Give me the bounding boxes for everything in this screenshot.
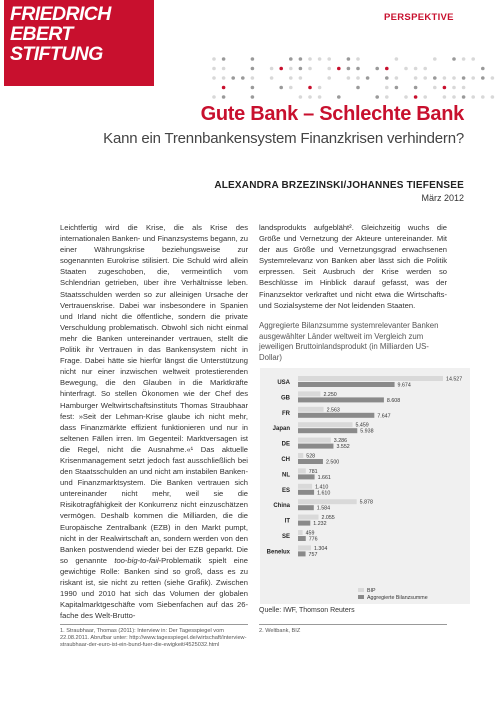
decorative-dot — [385, 95, 389, 99]
bip-bar — [298, 453, 303, 458]
bip-bar — [298, 530, 303, 535]
decorative-dot — [423, 76, 427, 80]
decorative-dot — [289, 86, 293, 90]
decorative-dot — [337, 67, 341, 71]
decorative-dot — [452, 95, 456, 99]
decorative-dot — [471, 76, 475, 80]
bilanz-bar — [298, 459, 323, 464]
bilanz-value-label: 3.552 — [336, 444, 350, 451]
series-label: PERSPEKTIVE — [384, 12, 454, 23]
decorative-dot — [251, 57, 255, 61]
decorative-dot — [222, 67, 226, 71]
bip-value-label: 781 — [308, 468, 318, 475]
decorative-dot — [222, 95, 226, 99]
category-label: FR — [282, 410, 290, 417]
logo-line-1: FRIEDRICH — [10, 3, 111, 25]
category-label: IT — [284, 518, 290, 525]
decorative-dot — [222, 86, 226, 90]
decorative-dot — [443, 86, 447, 90]
legend-label-bip: BIP — [367, 588, 376, 594]
decorative-dot — [270, 76, 274, 80]
chart-caption: Aggregierte Bilanzsumme systemrelevanter Banken ausgewählter Länder weltweit im Vergleich zum jeweiligen Bruttoinlandsprodukt (in Milliarden US-Dollar) — [259, 321, 439, 363]
decorative-dot — [414, 67, 418, 71]
decorative-dot — [462, 76, 466, 80]
category-label: SE — [281, 534, 290, 540]
decorative-dot — [289, 76, 293, 80]
decorative-dot — [327, 76, 331, 80]
decorative-dot — [251, 95, 255, 99]
decorative-dot — [385, 86, 389, 90]
category-label: Japan — [272, 426, 290, 433]
decorative-dot — [462, 86, 466, 90]
decorative-dot — [337, 95, 341, 99]
decorative-dot — [366, 76, 370, 80]
bilanz-bar — [298, 490, 314, 495]
decorative-dot — [212, 76, 216, 80]
decorative-dot — [327, 57, 331, 61]
decorative-dot — [375, 67, 379, 71]
decorative-dot — [414, 95, 418, 99]
decorative-dot — [299, 95, 303, 99]
decorative-dot — [308, 86, 312, 90]
bip-value-label: 2.055 — [321, 515, 335, 522]
publication-date: März 2012 — [421, 193, 464, 203]
bilanz-bar — [298, 536, 306, 541]
bip-value-label: 3.286 — [333, 438, 348, 445]
fes-logo — [4, 0, 154, 86]
decorative-dot — [491, 95, 495, 99]
bip-bar — [298, 515, 319, 520]
decorative-dot — [231, 76, 235, 80]
footnote-2: 2. Weltbank, BIZ — [259, 628, 301, 634]
bilanz-bar — [298, 444, 333, 449]
bip-bar — [298, 438, 331, 443]
decorative-dot — [279, 86, 283, 90]
decorative-dot — [423, 95, 427, 99]
decorative-dot — [318, 95, 322, 99]
decorative-dot — [241, 76, 245, 80]
bip-value-label: 5.459 — [355, 422, 369, 429]
bilanz-value-label: 776 — [308, 536, 318, 543]
decorative-dot — [462, 57, 466, 61]
footnote-1: 1. Straubhaar, Thomas (2011): Interview in: Der Tagesspiegel vom 22.08.2011. Abrufbar unter: http://www.tagesspiegel.de/wirtschaft/interview-straubhaar-der-euro-ist-ein-bund-fuer-die-ewigkeit/4525032.html — [60, 628, 247, 649]
chart-background — [260, 368, 470, 604]
bilanz-value-label: 7.647 — [377, 413, 391, 420]
decorative-dot — [308, 57, 312, 61]
decorative-dot — [395, 76, 399, 80]
decorative-dot — [452, 86, 456, 90]
decorative-dot — [299, 57, 303, 61]
bip-bar — [298, 407, 324, 412]
decorative-dot — [471, 95, 475, 99]
decorative-dot — [299, 76, 303, 80]
bilanz-bar — [298, 428, 357, 433]
category-label: USA — [277, 380, 290, 386]
legend-swatch-bilanz — [358, 595, 364, 599]
decorative-dot — [433, 76, 437, 80]
decorative-dot — [433, 57, 437, 61]
bilanz-bar — [298, 551, 306, 556]
bilanz-bar — [298, 382, 395, 387]
decorative-dot — [212, 67, 216, 71]
decorative-dot — [404, 95, 408, 99]
bilanz-value-label: 1.584 — [316, 505, 331, 512]
left-paragraph — [60, 222, 248, 621]
decorative-dot — [452, 57, 456, 61]
bilanz-bar — [298, 521, 310, 526]
page-title: Gute Bank – Schlechte Bank — [200, 103, 464, 125]
bilanz-value-label: 2.500 — [325, 459, 340, 466]
bilanz-bar — [298, 474, 315, 479]
decorative-dot — [385, 76, 389, 80]
bip-bar — [298, 376, 443, 381]
bilanz-value-label: 757 — [308, 551, 318, 558]
decorative-dot — [443, 95, 447, 99]
bilanz-value-label: 5.938 — [360, 428, 374, 435]
decorative-dot — [289, 57, 293, 61]
decorative-dot — [356, 76, 360, 80]
body-text-left — [60, 222, 248, 621]
decorative-dot — [318, 57, 322, 61]
decorative-dot — [299, 67, 303, 71]
bilanz-value-label: 1.610 — [317, 490, 331, 497]
decorative-dot — [443, 76, 447, 80]
bip-bar — [298, 545, 311, 550]
decorative-dot — [481, 95, 485, 99]
bip-value-label: 2.250 — [323, 391, 337, 398]
decorative-dot — [423, 67, 427, 71]
bip-value-label: 1.304 — [314, 545, 328, 552]
right-paragraph: landsprodukts aufgebläht². Gleichzeitig wuchs die Größe und Vernetzung der Akteure untereinander. Mit der aus Größe und Vernetzungsgrad erwachsenen Systemrelevanz von Banken aber lässt sich die Politik erpressen. Seit Ausbruch der Krise werden so Beschlüsse im Hinblick darauf gefasst, was der Finanzsektor verkraftet und nicht etwa die Wirtschafts- und Sozialsysteme der Not leidenden Staaten. — [259, 223, 447, 310]
bip-value-label: 2.563 — [326, 407, 340, 414]
decorative-dot — [270, 67, 274, 71]
page-subtitle: Kann ein Trennbankensystem Finanzkrisen verhindern? — [103, 130, 464, 147]
decorative-dot — [414, 86, 418, 90]
bip-bar — [298, 422, 352, 427]
decorative-dot — [356, 86, 360, 90]
footnote-rule-left — [60, 624, 248, 625]
decorative-dot — [318, 86, 322, 90]
decorative-dot — [491, 76, 495, 80]
bilanz-value-label: 9.674 — [397, 382, 411, 389]
legend-label-bilanz: Aggregierte Bilanzsumme — [367, 595, 428, 601]
logo-line-2: EBERT — [10, 23, 73, 45]
bip-bar — [298, 391, 320, 396]
decorative-dot — [385, 67, 389, 71]
decorative-dot — [251, 76, 255, 80]
decorative-dot — [395, 86, 399, 90]
bip-value-label: 1.410 — [315, 484, 329, 491]
decorative-dot — [347, 67, 351, 71]
left-text-part-2: -Problematik spielt eine gewichtige Rolle: Banken sind so groß, dass es zu riskant ist, sie nicht zu retten (siehe Grafik). Zwischen 1990 und 2010 hat sich das Volumen der globalen Kapitalmarktgeschäfte vom Siebenfachen auf das 26-fache des Welt-Brutto- — [60, 555, 248, 621]
decorative-dot — [356, 57, 360, 61]
decorative-dot — [481, 67, 485, 71]
decorative-dot — [481, 76, 485, 80]
bilanz-bar — [298, 397, 384, 402]
decorative-dot — [433, 86, 437, 90]
category-label: ES — [281, 487, 290, 494]
decorative-dot — [462, 95, 466, 99]
decorative-dot — [289, 67, 293, 71]
bip-value-label: 14.527 — [446, 376, 463, 383]
category-label: China — [273, 503, 290, 510]
logo-line-3: STIFTUNG — [10, 43, 103, 65]
decorative-dot — [212, 57, 216, 61]
footnote-rule-right — [259, 624, 447, 625]
category-label: Benelux — [266, 549, 290, 556]
bilanz-value-label: 8.608 — [386, 397, 401, 404]
decorative-dot — [452, 76, 456, 80]
bip-bar — [298, 468, 306, 473]
decorative-dot — [414, 76, 418, 80]
decorative-dot — [356, 67, 360, 71]
authors: ALEXANDRA BRZEZINSKI/JOHANNES TIEFENSEE — [214, 180, 464, 191]
bip-bar — [298, 499, 357, 504]
bilanz-value-label: 1.232 — [313, 521, 327, 528]
bilanz-bar — [298, 413, 374, 418]
decorative-dot — [347, 57, 351, 61]
decorative-dot — [327, 67, 331, 71]
body-text-right — [259, 222, 447, 311]
bip-value-label: 5.878 — [359, 499, 373, 506]
decorative-dot — [251, 67, 255, 71]
decorative-dot — [395, 57, 399, 61]
decorative-dot — [279, 67, 283, 71]
bilanz-bar — [298, 505, 314, 510]
bip-value-label: 459 — [305, 530, 315, 537]
bank-assets-chart — [260, 368, 470, 604]
decorative-dot-grid — [210, 55, 500, 103]
decorative-dot — [347, 76, 351, 80]
category-label: CH — [281, 457, 290, 463]
decorative-dot — [471, 57, 475, 61]
decorative-dot — [222, 57, 226, 61]
chart-source: Quelle: IWF, Thomson Reuters — [259, 607, 355, 614]
decorative-dot — [212, 95, 216, 99]
decorative-dot — [404, 67, 408, 71]
decorative-dot — [308, 95, 312, 99]
left-text-part-1: Leichtfertig wird die Krise, die als Krise des internationalen Banken- und Finanzsystems begann, zu einer Währungskrise beziehungsweise zur sogenannten Eurokrise stilisiert. Die Schuld wird allein Staaten zugeschoben, die, vermeintlich vom Schlendrian getrieben, über ihre Verhältnisse leben. Staatsschulden werden so zur alleinigen Ursache der Vertrauenskrise. Dabei war insbesondere in Spanien und Irland nicht die öffentliche, sondern die private Verschuldung problematisch. Obwohl sich nicht einmal mehr die Banken untereinander vertrauen, stellt die Politik ihr Vertrauen in das Bankensystem nicht in Frage. Dabei hätte sie hierfür längst die Unterstützung nicht nur einer inzwischen weltweit protestierenden Bewegung, die den Glauben in die Marktkräfte hinterfragt. So stellen Ökonomen wie der Chef des Hamburger Weltwirtschaftsinstituts Thomas Straubhaar fest: »Seit der Lehman-Krise glaube ich nicht mehr, dass Finanzmärkte effizient funktionieren und nur in seltenen Fällen irren. Im Gegenteil: Marktversagen ist die Regel, nicht die Ausnahme.«¹ Das aktuelle Krisenmanagement setzt jedoch fast ausschließlich bei den Staatsschulden an und nicht am instabilen Banken- und Finanzmarktsystem. Die Banken vertrauen sich untereinander nicht mehr, weil sie die Risikotragfähigkeit der Konkurrenz nicht einzuschätzen vermögen. Deshalb kommen die Milliarden, die die Europäische Zentralbank (EZB) in den Markt pumpt, nicht in der Realwirtschaft an, sondern werden von den Banken postwendend wieder bei der EZB geparkt. Die so genannte — [60, 223, 248, 565]
decorative-dot — [222, 76, 226, 80]
left-text-italic: too-big-to-fail — [114, 555, 159, 565]
category-label: DE — [281, 441, 290, 448]
decorative-dot — [251, 86, 255, 90]
decorative-dot — [375, 95, 379, 99]
bip-value-label: 528 — [306, 453, 316, 460]
bilanz-value-label: 1.661 — [317, 474, 331, 481]
category-label: NL — [282, 472, 290, 479]
decorative-dot — [308, 67, 312, 71]
category-label: GB — [281, 395, 290, 402]
bip-bar — [298, 484, 312, 489]
legend-swatch-bip — [358, 588, 364, 592]
